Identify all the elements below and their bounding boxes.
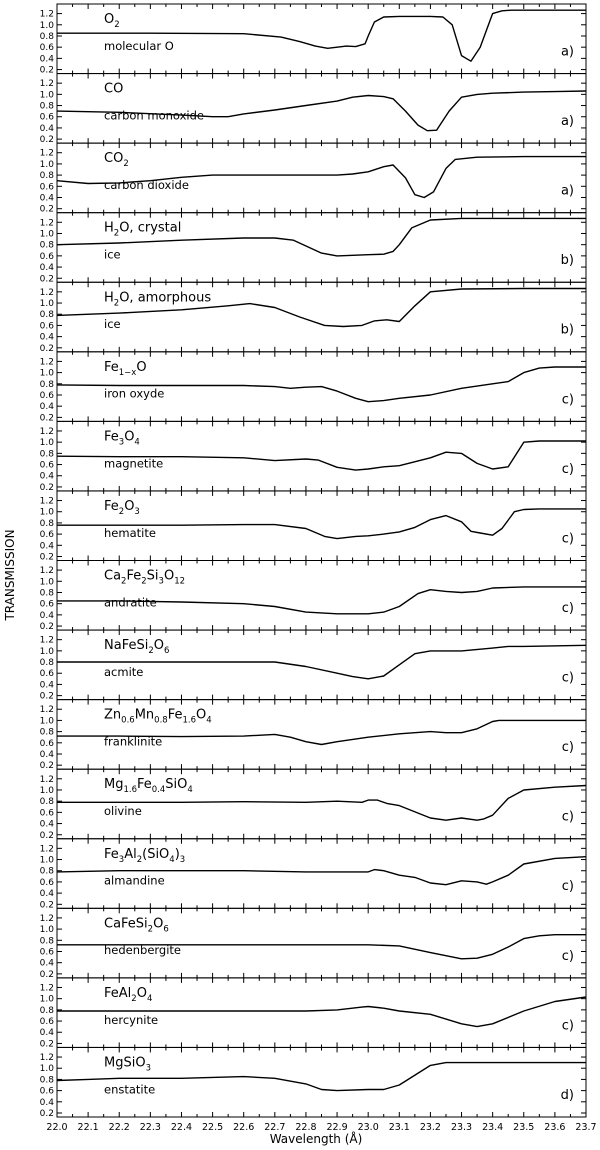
panel-10	[40, 700, 586, 772]
formula-segment: 4	[187, 785, 193, 796]
formula-label	[104, 777, 193, 795]
formula-segment: 2	[141, 576, 147, 587]
formula-segment: FeAl	[104, 985, 132, 1001]
y-tick-label: 1.0	[39, 159, 54, 170]
y-tick-label: 0.4	[39, 819, 54, 830]
y-tick-label: 1.0	[39, 646, 54, 657]
formula-segment: 4	[134, 437, 140, 448]
y-tick-label: 0.6	[39, 251, 54, 262]
y-tick-label: 0.2	[39, 65, 54, 76]
panel-11	[40, 769, 586, 841]
mineral-name: hercynite	[104, 1012, 159, 1027]
panel-2	[40, 143, 586, 215]
formula-segment: 2	[121, 576, 127, 587]
formula-segment: O	[136, 359, 147, 375]
y-tick-label: 1.2	[39, 357, 54, 368]
formula-segment: Fe	[137, 777, 152, 793]
panel-4	[40, 282, 586, 354]
y-tick-label: 0.6	[39, 599, 54, 610]
formula-label	[104, 638, 169, 656]
panel-letter: b)	[560, 253, 574, 269]
formula-segment: 0.6	[121, 715, 135, 726]
formula-segment: 0.8	[154, 715, 168, 726]
mineral-name: ice	[104, 247, 121, 262]
mineral-name: almandine	[104, 873, 165, 888]
mineral-name: franklinite	[104, 734, 163, 749]
formula-segment: 12	[174, 576, 186, 587]
y-tick-label: 1.2	[39, 635, 54, 646]
y-tick-label: 1.2	[39, 774, 54, 785]
y-tick-label: 0.4	[39, 749, 54, 760]
formula-label	[104, 151, 129, 169]
panel-14	[40, 978, 586, 1050]
y-tick-label: 0.6	[39, 1017, 54, 1028]
mineral-name: acmite	[104, 664, 144, 679]
y-tick-label: 0.4	[39, 332, 54, 343]
mineral-name: hematite	[104, 525, 156, 540]
panel-letter: c)	[561, 948, 574, 964]
y-tick-label: 0.8	[39, 379, 54, 390]
x-tick-label: 22.5	[202, 1122, 224, 1133]
y-tick-label: 0.8	[39, 449, 54, 460]
mineral-name: andratite	[104, 595, 157, 610]
formula-label	[104, 708, 212, 726]
formula-label	[104, 499, 140, 517]
formula-label	[104, 221, 181, 239]
y-tick-label: 1.2	[39, 496, 54, 507]
transmission-curve	[57, 10, 586, 61]
y-tick-label: 0.4	[39, 402, 54, 413]
formula-segment: CaFeSi	[104, 916, 148, 932]
y-tick-label: 1.2	[39, 9, 54, 20]
panel-letter: c)	[561, 740, 574, 756]
panel-13	[40, 908, 586, 980]
y-tick-label: 0.2	[39, 1039, 54, 1050]
panel-3	[40, 213, 586, 285]
y-tick-label: 1.0	[39, 1064, 54, 1075]
x-tick-label: 22.2	[108, 1122, 130, 1133]
y-tick-label: 1.0	[39, 507, 54, 518]
y-tick-label: 0.8	[39, 588, 54, 599]
formula-label	[104, 1055, 151, 1073]
y-tick-label: 0.2	[39, 552, 54, 563]
panel-letter: c)	[561, 809, 574, 825]
formula-segment: Fe	[126, 568, 142, 584]
formula-segment: Al	[124, 846, 137, 862]
formula-segment: O	[153, 638, 164, 654]
y-tick-label: 0.8	[39, 658, 54, 669]
formula-label	[104, 82, 123, 97]
formula-segment: Fe	[104, 498, 119, 514]
y-tick-label: 0.4	[39, 610, 54, 621]
y-tick-label: 0.2	[39, 204, 54, 215]
y-tick-label: 0.4	[39, 193, 54, 204]
formula-segment: 1.6	[123, 785, 137, 796]
y-tick-label: 0.6	[39, 738, 54, 749]
formula-segment: 2	[131, 993, 137, 1004]
y-tick-label: 0.6	[39, 669, 54, 680]
y-tick-label: 1.2	[39, 566, 54, 577]
formula-segment: 2	[113, 298, 120, 309]
panel-letter: a)	[560, 44, 574, 60]
formula-segment: Fe	[104, 429, 119, 445]
mineral-name: olivine	[104, 804, 142, 819]
y-tick-label: 1.2	[39, 148, 54, 159]
x-tick-label: 23.3	[450, 1122, 473, 1133]
mineral-name: ice	[104, 317, 121, 332]
y-tick-label: 0.2	[39, 622, 54, 633]
formula-segment: H	[104, 290, 114, 306]
x-tick-label: 23.1	[388, 1122, 410, 1133]
x-tick-label: 23.7	[575, 1122, 597, 1133]
formula-segment: 2	[114, 20, 120, 30]
panel-7	[40, 491, 586, 563]
formula-segment: 6	[163, 924, 169, 935]
y-tick-label: 0.2	[39, 761, 54, 772]
formula-segment: SiO	[165, 777, 188, 793]
mineral-name: hedenbergite	[104, 943, 182, 958]
formula-segment: 3	[134, 506, 140, 517]
x-tick-label: 22.7	[264, 1122, 286, 1133]
y-tick-label: 0.4	[39, 958, 54, 969]
mineral-name: molecular O	[104, 38, 174, 53]
x-tick-label: 22.0	[46, 1122, 68, 1133]
y-tick-label: 0.6	[39, 947, 54, 958]
y-tick-label: 1.2	[39, 844, 54, 855]
y-tick-label: 0.2	[39, 1109, 54, 1119]
x-tick-label: 23.4	[482, 1122, 504, 1133]
formula-segment: O	[163, 568, 175, 584]
mineral-name: carbon monoxide	[104, 108, 204, 123]
y-tick-label: 1.0	[39, 855, 54, 866]
y-tick-label: 0.2	[39, 274, 54, 285]
panel-1	[40, 74, 586, 146]
x-tick-label: 22.1	[77, 1122, 99, 1133]
y-axis-title: TRANSMISSION	[3, 529, 17, 621]
formula-label	[104, 986, 152, 1004]
x-tick-label: 22.6	[233, 1122, 255, 1133]
formula-segment: CO	[104, 81, 124, 97]
y-tick-label: 1.2	[39, 983, 54, 994]
mineral-name: enstatite	[104, 1082, 156, 1097]
y-tick-label: 0.6	[39, 877, 54, 888]
y-tick-label: 0.8	[39, 866, 54, 877]
panel-letter: c)	[561, 879, 574, 895]
y-tick-label: 1.2	[39, 705, 54, 716]
x-tick-label: 22.8	[295, 1122, 317, 1133]
formula-segment: 1−x	[118, 367, 137, 378]
y-tick-label: 1.0	[39, 229, 54, 240]
formula-segment: CO	[104, 151, 124, 167]
y-tick-label: 1.0	[39, 299, 54, 310]
y-tick-label: 1.0	[39, 716, 54, 727]
y-tick-label: 0.4	[39, 123, 54, 134]
panel-15	[40, 1047, 586, 1119]
y-tick-label: 1.0	[39, 994, 54, 1005]
formula-segment: 6	[163, 646, 170, 657]
panel-letter: b)	[560, 322, 574, 338]
y-tick-label: 0.8	[39, 31, 54, 42]
formula-segment: H	[104, 220, 114, 236]
formula-segment: O, amorphous	[119, 290, 212, 306]
y-tick-label: 0.4	[39, 1028, 54, 1039]
y-tick-label: 1.2	[39, 287, 54, 298]
y-tick-label: 0.8	[39, 171, 54, 182]
y-tick-label: 0.4	[39, 889, 54, 900]
formula-segment: 3	[118, 854, 125, 865]
y-tick-label: 0.8	[39, 797, 54, 808]
panel-letter: c)	[561, 392, 574, 408]
formula-label	[104, 916, 169, 934]
formula-segment: 2	[118, 506, 125, 517]
y-tick-label: 0.8	[39, 518, 54, 529]
x-tick-label: 22.4	[170, 1122, 193, 1133]
y-tick-label: 0.2	[39, 413, 54, 424]
y-tick-label: 1.0	[39, 368, 54, 379]
y-tick-label: 0.2	[39, 343, 54, 354]
y-tick-label: 1.0	[39, 90, 54, 101]
y-tick-label: 0.6	[39, 530, 54, 541]
y-tick-label: 1.2	[39, 218, 54, 229]
formula-label	[104, 429, 140, 447]
panel-0	[40, 4, 586, 76]
y-tick-label: 0.8	[39, 310, 54, 321]
formula-segment: 2	[147, 924, 154, 935]
formula-segment: 1.6	[182, 715, 196, 726]
formula-segment: 3	[179, 854, 186, 865]
y-tick-label: 0.8	[39, 1075, 54, 1086]
panel-letter: c)	[561, 1018, 574, 1034]
y-tick-label: 0.6	[39, 43, 54, 54]
y-tick-label: 1.2	[39, 426, 54, 437]
y-tick-label: 0.8	[39, 936, 54, 947]
formula-segment: O	[153, 916, 164, 932]
y-tick-label: 0.4	[39, 54, 54, 65]
y-tick-label: 1.0	[39, 785, 54, 796]
x-tick-label: 23.0	[357, 1122, 379, 1133]
formula-segment: Zn	[104, 707, 122, 723]
formula-segment: 3	[145, 1063, 151, 1074]
y-tick-label: 0.8	[39, 727, 54, 738]
y-tick-label: 0.6	[39, 390, 54, 401]
y-tick-label: 0.2	[39, 482, 54, 493]
x-tick-label: 22.9	[326, 1122, 348, 1133]
formula-segment: 3	[118, 437, 125, 448]
x-tick-label: 23.2	[419, 1122, 441, 1133]
y-tick-label: 0.4	[39, 541, 54, 552]
formula-segment: )	[174, 846, 180, 862]
y-tick-label: 1.0	[39, 20, 54, 31]
y-tick-label: 1.2	[39, 1053, 54, 1064]
y-tick-label: 0.6	[39, 182, 54, 193]
mineral-name: iron oxyde	[104, 386, 165, 401]
formula-segment: Fe	[167, 707, 183, 723]
formula-segment: 2	[123, 159, 129, 170]
mineral-name: carbon dioxide	[104, 178, 189, 193]
formula-segment: Si	[146, 568, 159, 584]
panel-letter: d)	[560, 1087, 574, 1103]
panel-9	[40, 630, 586, 702]
formula-segment: O	[104, 12, 115, 27]
panel-letter: c)	[561, 600, 574, 616]
y-tick-label: 0.2	[39, 830, 54, 841]
formula-label	[104, 12, 120, 30]
y-tick-label: 1.2	[39, 913, 54, 924]
panels-group	[40, 4, 586, 1119]
formula-segment: Fe	[104, 846, 119, 862]
x-axis-title: Wavelength (Å)	[269, 1132, 363, 1146]
formula-segment: Mg	[104, 777, 124, 793]
panel-letter: c)	[561, 531, 574, 547]
formula-segment: MgSiO	[104, 1055, 146, 1071]
formula-segment: O	[195, 707, 207, 723]
y-tick-label: 0.2	[39, 135, 54, 146]
panel-letter: c)	[561, 670, 574, 686]
formula-segment: 0.4	[151, 785, 166, 796]
y-tick-label: 0.6	[39, 460, 54, 471]
y-tick-label: 0.6	[39, 808, 54, 819]
panel-8	[40, 561, 586, 633]
y-tick-label: 0.4	[39, 263, 54, 274]
y-tick-label: 0.6	[39, 1086, 54, 1097]
formula-segment: 2	[113, 228, 120, 239]
y-tick-label: 1.0	[39, 577, 54, 588]
formula-segment: O	[124, 498, 135, 514]
formula-segment: 3	[158, 576, 164, 587]
y-tick-label: 0.4	[39, 471, 54, 482]
panel-5	[40, 352, 586, 424]
formula-label	[104, 569, 185, 587]
y-tick-label: 0.2	[39, 691, 54, 702]
formula-segment: 2	[136, 854, 143, 865]
formula-segment: 2	[148, 646, 154, 657]
formula-label	[104, 360, 147, 378]
formula-label	[104, 290, 211, 308]
formula-segment: O, crystal	[119, 220, 182, 236]
x-tick-label: 23.5	[513, 1122, 535, 1133]
y-tick-label: 1.0	[39, 925, 54, 936]
panel-6	[40, 421, 586, 493]
panel-letter: a)	[560, 183, 574, 199]
formula-segment: Mn	[134, 707, 155, 723]
formula-label	[104, 847, 185, 865]
formula-segment: Fe	[104, 359, 119, 375]
y-tick-label: 0.6	[39, 112, 54, 123]
formula-segment: 4	[169, 854, 175, 865]
y-tick-label: 1.2	[39, 79, 54, 90]
formula-segment: (SiO	[142, 846, 170, 862]
y-tick-label: 1.0	[39, 438, 54, 449]
panel-12	[40, 839, 586, 911]
y-tick-label: 0.8	[39, 1005, 54, 1016]
panel-letter: c)	[561, 461, 574, 477]
formula-segment: 4	[146, 993, 153, 1004]
y-tick-label: 0.6	[39, 321, 54, 332]
y-tick-label: 0.2	[39, 969, 54, 980]
panel-letter: a)	[560, 114, 574, 130]
y-tick-label: 0.4	[39, 1097, 54, 1108]
y-tick-label: 0.4	[39, 680, 54, 691]
formula-segment: NaFeSi	[104, 638, 149, 654]
x-tick-label: 22.3	[139, 1122, 161, 1133]
y-tick-label: 0.8	[39, 101, 54, 112]
formula-segment: O	[124, 429, 135, 445]
y-tick-label: 0.8	[39, 240, 54, 251]
formula-segment: Ca	[104, 568, 122, 584]
formula-segment: O	[136, 985, 147, 1001]
formula-segment: 4	[206, 715, 212, 726]
y-tick-label: 0.2	[39, 900, 54, 911]
x-tick-label: 23.6	[544, 1122, 566, 1133]
mineral-name: magnetite	[104, 456, 164, 471]
